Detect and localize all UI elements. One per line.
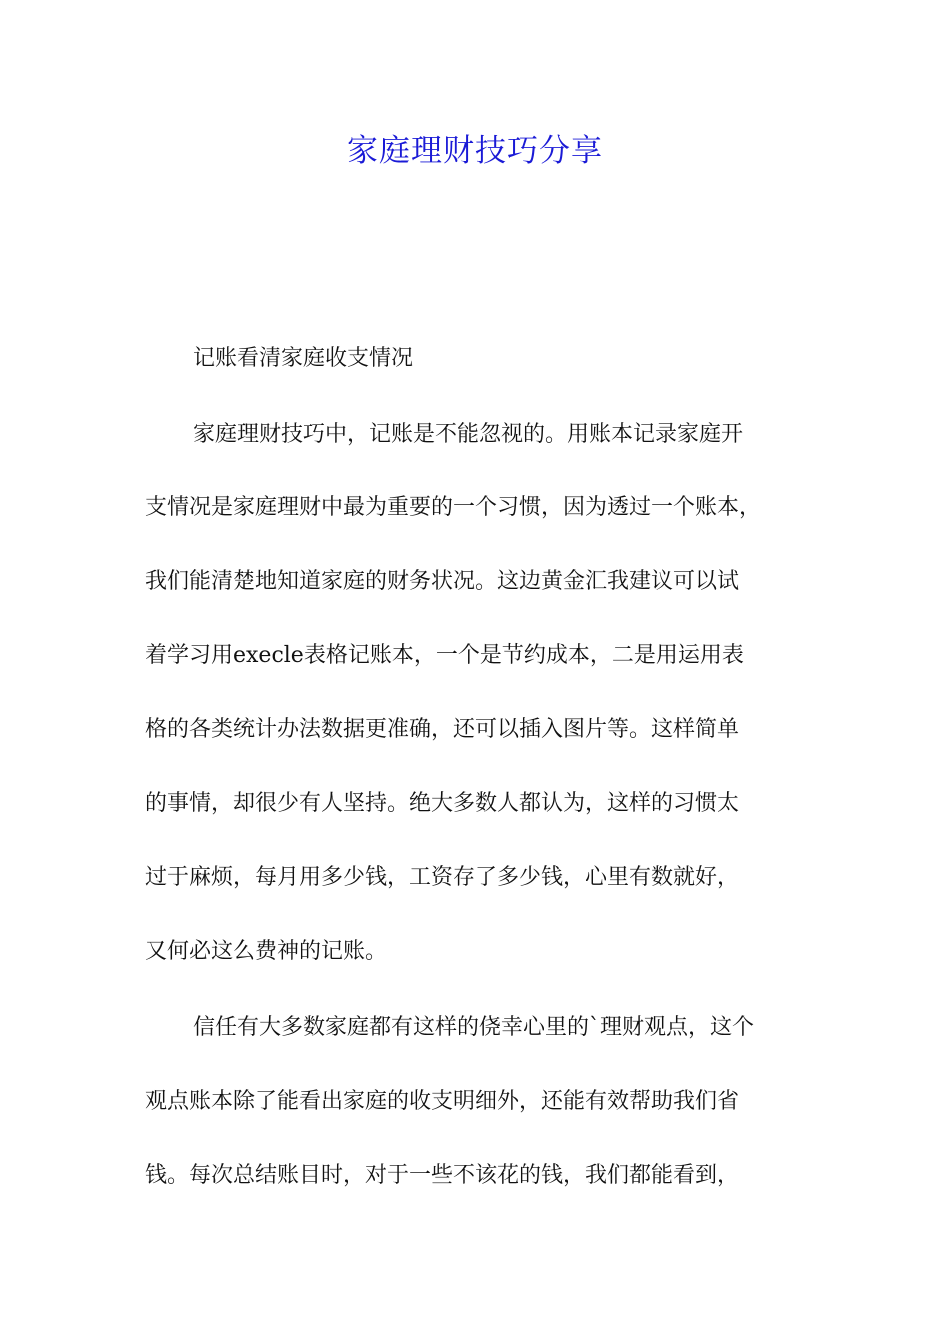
document-title: 家庭理财技巧分享 xyxy=(347,133,603,169)
paragraph-line: 钱。每次总结账目时，对于一些不该花的钱，我们都能看到， xyxy=(145,1163,740,1188)
paragraph-line: 又何必这么费神的记账。 xyxy=(145,939,388,964)
paragraph-line: 观点账本除了能看出家庭的收支明细外，还能有效帮助我们省 xyxy=(145,1089,740,1114)
paragraph-line: 格的各类统计办法数据更准确，还可以插入图片等。这样简单 xyxy=(145,717,740,742)
paragraph-line: 着学习用execle表格记账本，一个是节约成本，二是用运用表 xyxy=(145,643,744,668)
paragraph-line: 信任有大多数家庭都有这样的侥幸心里的`理财观点，这个 xyxy=(193,1015,755,1040)
paragraph-line: 的事情，却很少有人坚持。绝大多数人都认为，这样的习惯太 xyxy=(145,791,740,816)
paragraph-line: 家庭理财技巧中，记账是不能忽视的。用账本记录家庭开 xyxy=(193,422,744,447)
paragraph-line: 我们能清楚地知道家庭的财务状况。这边黄金汇我建议可以试 xyxy=(145,569,740,594)
paragraph-line: 支情况是家庭理财中最为重要的一个习惯，因为透过一个账本， xyxy=(145,495,762,520)
section-heading: 记账看清家庭收支情况 xyxy=(193,346,414,371)
paragraph-line: 过于麻烦，每月用多少钱，工资存了多少钱，心里有数就好， xyxy=(145,865,740,890)
